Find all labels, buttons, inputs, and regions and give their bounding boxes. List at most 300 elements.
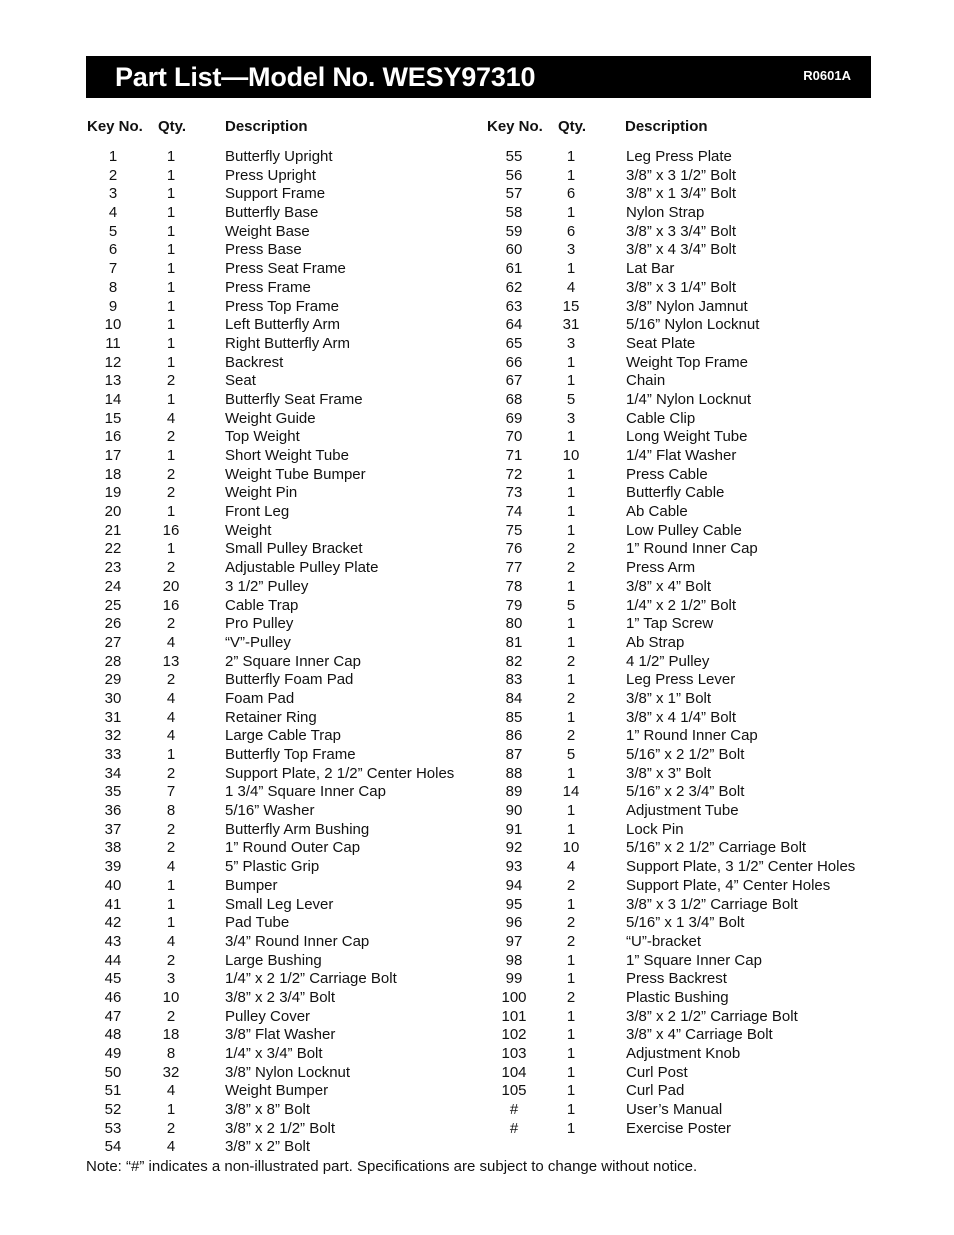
quantity: 1 <box>566 802 576 820</box>
table-row <box>0 260 954 279</box>
quantity: 13 <box>162 652 180 670</box>
part-description: Butterfly Upright <box>225 148 333 165</box>
quantity: 2 <box>166 559 176 577</box>
part-description: Curl Pad <box>626 1082 685 1100</box>
key-number: 62 <box>505 278 523 296</box>
quantity: 1 <box>566 1026 576 1044</box>
key-number: 23 <box>104 559 122 577</box>
key-number: 82 <box>505 652 523 670</box>
key-number: 99 <box>505 970 523 988</box>
quantity: 1 <box>566 166 576 184</box>
quantity: 2 <box>166 428 176 446</box>
part-description: 3/8” x 4” Carriage Bolt <box>626 1026 773 1044</box>
quantity: 1 <box>166 278 176 296</box>
quantity: 4 <box>166 708 176 726</box>
quantity: 16 <box>162 596 180 614</box>
quantity: 1 <box>166 316 176 334</box>
quantity: 2 <box>166 820 176 838</box>
part-description: Butterfly Seat Frame <box>225 390 363 408</box>
quantity: 1 <box>166 241 176 259</box>
part-description: 3/8” x 4 3/4” Bolt <box>626 241 737 259</box>
key-number: 50 <box>104 1063 122 1081</box>
part-description: Weight Pin <box>225 484 298 502</box>
key-number: 38 <box>104 839 122 857</box>
key-number: 22 <box>104 540 122 558</box>
table-row <box>0 148 954 167</box>
table-row <box>0 298 954 317</box>
table-row <box>0 185 954 204</box>
table-row <box>0 372 954 391</box>
key-number: 79 <box>505 596 523 614</box>
quantity: 5 <box>566 746 576 763</box>
quantity: 4 <box>166 633 176 651</box>
key-number: 67 <box>505 372 523 390</box>
part-description: Press Cable <box>626 465 708 483</box>
part-description: 5/16” x 2 3/4” Bolt <box>626 783 745 801</box>
part-description: Weight <box>225 521 272 539</box>
part-description: 5/16” Washer <box>225 802 315 820</box>
left-header-description: Description <box>225 118 308 135</box>
quantity: 10 <box>562 839 580 857</box>
quantity: 2 <box>566 727 576 745</box>
key-number: 28 <box>104 652 122 670</box>
part-description: Leg Press Lever <box>626 671 736 689</box>
quantity: 2 <box>566 932 576 950</box>
part-description: Weight Top Frame <box>626 353 748 371</box>
key-number: 24 <box>104 577 122 595</box>
key-number: 89 <box>505 783 523 801</box>
key-number: 96 <box>505 914 523 932</box>
part-description: 1” Tap Screw <box>626 615 714 633</box>
quantity: 1 <box>566 1082 576 1100</box>
key-number: 98 <box>505 951 523 969</box>
quantity: 14 <box>562 783 580 801</box>
quantity: 1 <box>166 166 176 184</box>
part-description: Cable Trap <box>225 596 299 614</box>
quantity: 1 <box>566 1101 576 1119</box>
part-description: Press Base <box>225 241 302 259</box>
quantity: 1 <box>166 746 176 763</box>
table-row <box>0 615 954 634</box>
part-description: 3/4” Round Inner Cap <box>225 932 370 950</box>
key-number: 15 <box>104 409 122 427</box>
part-description: Leg Press Plate <box>626 148 732 165</box>
table-row <box>0 933 954 952</box>
key-number: 93 <box>505 858 523 876</box>
part-description: 3/8” x 3 1/4” Bolt <box>626 278 737 296</box>
table-row <box>0 970 954 989</box>
part-description: 3/8” x 2 1/2” Bolt <box>225 1119 336 1137</box>
quantity: 1 <box>566 895 576 913</box>
key-number: 46 <box>104 988 122 1006</box>
key-number: 33 <box>104 746 122 763</box>
key-number: 56 <box>505 166 523 184</box>
quantity: 8 <box>166 1045 176 1062</box>
part-description: 3/8” Nylon Locknut <box>225 1063 351 1081</box>
key-number: 91 <box>505 820 523 838</box>
table-row <box>0 484 954 503</box>
quantity: 1 <box>566 708 576 726</box>
key-number: 25 <box>104 596 122 614</box>
quantity: 1 <box>566 484 576 502</box>
table-row <box>0 204 954 223</box>
quantity: 1 <box>566 503 576 521</box>
quantity: 1 <box>566 633 576 651</box>
part-description: 1/4” x 2 1/2” Carriage Bolt <box>225 970 397 988</box>
quantity: 2 <box>166 484 176 502</box>
key-number: 66 <box>505 353 523 371</box>
table-row <box>0 877 954 896</box>
quantity: 32 <box>162 1063 180 1081</box>
key-number: 54 <box>104 1138 122 1156</box>
quantity: 4 <box>166 689 176 707</box>
key-number: 4 <box>108 204 118 222</box>
key-number: 16 <box>104 428 122 446</box>
quantity: 1 <box>166 185 176 203</box>
quantity: 1 <box>566 951 576 969</box>
left-header-key: Key No. <box>87 118 143 135</box>
key-number: 49 <box>104 1045 122 1062</box>
part-description: 3/8” x 8” Bolt <box>225 1101 311 1119</box>
part-description: 1/4” Nylon Locknut <box>626 390 752 408</box>
quantity: 1 <box>566 260 576 278</box>
table-row <box>0 1101 954 1120</box>
key-number: 13 <box>104 372 122 390</box>
table-row <box>0 746 954 765</box>
part-description: 2” Square Inner Cap <box>225 652 361 670</box>
key-number: 3 <box>108 185 118 203</box>
part-description: Pad Tube <box>225 914 290 932</box>
quantity: 2 <box>166 951 176 969</box>
part-description: Long Weight Tube <box>626 428 748 446</box>
key-number: 76 <box>505 540 523 558</box>
part-description: Small Leg Lever <box>225 895 334 913</box>
key-number: 94 <box>505 876 523 894</box>
part-description: Press Arm <box>626 559 696 577</box>
part-description: Adjustment Tube <box>626 802 739 820</box>
part-description: Pulley Cover <box>225 1007 311 1025</box>
quantity: 2 <box>566 914 576 932</box>
key-number: 85 <box>505 708 523 726</box>
quantity: 5 <box>566 596 576 614</box>
quantity: 2 <box>566 540 576 558</box>
table-row <box>0 839 954 858</box>
part-description: 4 1/2” Pulley <box>626 652 710 670</box>
table-row <box>0 335 954 354</box>
key-number: 52 <box>104 1101 122 1119</box>
quantity: 3 <box>566 334 576 352</box>
key-number: 32 <box>104 727 122 745</box>
quantity: 20 <box>162 577 180 595</box>
part-description: Large Bushing <box>225 951 322 969</box>
part-description: Butterfly Base <box>225 204 319 222</box>
part-description: User’s Manual <box>626 1101 723 1119</box>
part-description: Pro Pulley <box>225 615 294 633</box>
part-description: Small Pulley Bracket <box>225 540 363 558</box>
quantity: 4 <box>166 1082 176 1100</box>
table-row <box>0 783 954 802</box>
key-number: 81 <box>505 633 523 651</box>
key-number: 6 <box>108 241 118 259</box>
key-number: 18 <box>104 465 122 483</box>
quantity: 1 <box>566 970 576 988</box>
quantity: 1 <box>566 1045 576 1062</box>
key-number: 74 <box>505 503 523 521</box>
quantity: 1 <box>166 260 176 278</box>
quantity: 3 <box>166 970 176 988</box>
part-description: Press Frame <box>225 278 311 296</box>
key-number: 104 <box>501 1063 527 1081</box>
table-row <box>0 802 954 821</box>
part-description: Lat Bar <box>626 260 675 278</box>
part-description: Bumper <box>225 876 278 894</box>
key-number: 64 <box>505 316 523 334</box>
key-number: 92 <box>505 839 523 857</box>
table-row <box>0 1008 954 1027</box>
right-header-qty: Qty. <box>558 118 587 135</box>
part-description: Support Plate, 4” Center Holes <box>626 876 831 894</box>
key-number: 88 <box>505 764 523 782</box>
part-description: Support Plate, 2 1/2” Center Holes <box>225 764 455 782</box>
key-number: 5 <box>108 222 118 240</box>
key-number: 97 <box>505 932 523 950</box>
table-row <box>0 354 954 373</box>
key-number: 11 <box>105 334 121 352</box>
part-description: Butterfly Cable <box>626 484 725 502</box>
quantity: 2 <box>166 764 176 782</box>
quantity: 7 <box>166 783 176 801</box>
key-number: 103 <box>501 1045 527 1062</box>
key-number: 84 <box>505 689 523 707</box>
quantity: 1 <box>166 914 176 932</box>
quantity: 2 <box>166 1007 176 1025</box>
table-row <box>0 914 954 933</box>
key-number: 27 <box>104 633 122 651</box>
part-description: Chain <box>626 372 666 390</box>
part-description: 3/8” x 1 3/4” Bolt <box>626 185 737 203</box>
part-description: 1” Round Inner Cap <box>626 540 758 558</box>
key-number: 26 <box>104 615 122 633</box>
quantity: 16 <box>162 521 180 539</box>
part-description: Right Butterfly Arm <box>225 334 351 352</box>
quantity: 1 <box>566 204 576 222</box>
part-description: Curl Post <box>626 1063 688 1081</box>
key-number: 7 <box>108 260 118 278</box>
quantity: 10 <box>562 447 580 464</box>
key-number: 100 <box>501 988 527 1006</box>
part-description: 3/8” x 4” Bolt <box>626 577 712 595</box>
quantity: 1 <box>566 764 576 782</box>
part-description: 3/8” x 1” Bolt <box>626 689 712 707</box>
key-number: 73 <box>505 484 523 502</box>
key-number: 48 <box>104 1026 122 1044</box>
document-code: R0601A <box>803 68 851 83</box>
key-number: 61 <box>505 260 523 278</box>
quantity: 3 <box>566 409 576 427</box>
quantity: 4 <box>566 278 576 296</box>
right-header-description: Description <box>625 118 708 135</box>
right-header-key: Key No. <box>487 118 543 135</box>
table-row <box>0 690 954 709</box>
part-description: Nylon Strap <box>626 204 705 222</box>
key-number: 19 <box>104 484 122 502</box>
part-description: Low Pulley Cable <box>626 521 742 539</box>
quantity: 1 <box>566 1063 576 1081</box>
table-row <box>0 671 954 690</box>
part-description: 3/8” x 2” Bolt <box>225 1138 311 1156</box>
quantity: 4 <box>566 858 576 876</box>
table-row <box>0 241 954 260</box>
part-description: Seat Plate <box>626 334 696 352</box>
key-number: 80 <box>505 615 523 633</box>
quantity: 1 <box>566 1119 576 1137</box>
table-row <box>0 1045 954 1064</box>
key-number: 20 <box>104 503 122 521</box>
quantity: 2 <box>166 465 176 483</box>
quantity: 1 <box>166 353 176 371</box>
quantity: 1 <box>566 428 576 446</box>
quantity: 3 <box>566 241 576 259</box>
table-row <box>0 503 954 522</box>
quantity: 1 <box>166 503 176 521</box>
key-number: 31 <box>104 708 122 726</box>
quantity: 1 <box>166 390 176 408</box>
key-number: 37 <box>104 820 122 838</box>
table-row <box>0 223 954 242</box>
part-description: Retainer Ring <box>225 708 317 726</box>
key-number: 35 <box>104 783 122 801</box>
part-description: Backrest <box>225 353 284 371</box>
key-number: # <box>509 1119 519 1137</box>
part-description: 1/4” x 3/4” Bolt <box>225 1045 323 1062</box>
part-description: Press Top Frame <box>225 297 339 315</box>
part-description: 3/8” x 2 1/2” Carriage Bolt <box>626 1007 798 1025</box>
quantity: 10 <box>162 988 180 1006</box>
key-number: 87 <box>505 746 523 763</box>
quantity: 1 <box>566 615 576 633</box>
part-description: 3 1/2” Pulley <box>225 577 309 595</box>
part-description: 3/8” x 3 1/2” Bolt <box>626 166 737 184</box>
quantity: 1 <box>166 204 176 222</box>
quantity: 1 <box>166 447 176 464</box>
part-description: 3/8” Flat Washer <box>225 1026 336 1044</box>
quantity: 1 <box>166 334 176 352</box>
table-row <box>0 1064 954 1083</box>
key-number: 58 <box>505 204 523 222</box>
part-description: 5/16” x 2 1/2” Bolt <box>626 746 745 763</box>
part-description: Foam Pad <box>225 689 295 707</box>
quantity: 2 <box>166 839 176 857</box>
part-description: “U”-bracket <box>626 932 702 950</box>
quantity: 4 <box>166 1138 176 1156</box>
key-number: 78 <box>505 577 523 595</box>
key-number: 95 <box>505 895 523 913</box>
key-number: 43 <box>104 932 122 950</box>
quantity: 15 <box>562 297 580 315</box>
part-description: Press Upright <box>225 166 316 184</box>
table-row <box>0 653 954 672</box>
key-number: 30 <box>104 689 122 707</box>
key-number: 105 <box>501 1082 527 1100</box>
quantity: 1 <box>566 372 576 390</box>
part-description: Large Cable Trap <box>225 727 341 745</box>
key-number: 36 <box>104 802 122 820</box>
quantity: 1 <box>566 465 576 483</box>
part-description: Weight Bumper <box>225 1082 329 1100</box>
part-description: Top Weight <box>225 428 300 446</box>
table-row <box>0 634 954 653</box>
table-row <box>0 559 954 578</box>
part-description: Press Seat Frame <box>225 260 346 278</box>
part-description: Exercise Poster <box>626 1119 732 1137</box>
key-number: 57 <box>505 185 523 203</box>
quantity: 2 <box>166 1119 176 1137</box>
key-number: 2 <box>108 166 118 184</box>
part-description: “V”-Pulley <box>225 633 291 651</box>
part-description: Cable Clip <box>626 409 696 427</box>
key-number: 70 <box>505 428 523 446</box>
part-description: 3/8” Nylon Jamnut <box>626 297 748 315</box>
quantity: 1 <box>166 148 176 165</box>
table-row <box>0 709 954 728</box>
table-row <box>0 428 954 447</box>
key-number: 69 <box>505 409 523 427</box>
key-number: 10 <box>104 316 122 334</box>
quantity: 1 <box>566 521 576 539</box>
table-row <box>0 1138 954 1157</box>
part-description: 5/16” Nylon Locknut <box>626 316 760 334</box>
part-description: Weight Tube Bumper <box>225 465 366 483</box>
part-description: Support Plate, 3 1/2” Center Holes <box>626 858 856 876</box>
quantity: 1 <box>166 876 176 894</box>
table-row <box>0 1120 954 1139</box>
table-row <box>0 578 954 597</box>
key-number: 55 <box>505 148 523 165</box>
part-description: 5/16” x 2 1/2” Carriage Bolt <box>626 839 807 857</box>
key-number: 51 <box>104 1082 122 1100</box>
table-row <box>0 447 954 466</box>
part-description: 1/4” Flat Washer <box>626 447 737 464</box>
table-row <box>0 858 954 877</box>
quantity: 1 <box>566 353 576 371</box>
quantity: 5 <box>566 390 576 408</box>
part-description: 1/4” x 2 1/2” Bolt <box>626 596 737 614</box>
part-description: Ab Strap <box>626 633 685 651</box>
quantity: 4 <box>166 932 176 950</box>
quantity: 18 <box>162 1026 180 1044</box>
key-number: 14 <box>104 390 122 408</box>
quantity: 6 <box>566 185 576 203</box>
table-row <box>0 597 954 616</box>
quantity: 1 <box>166 540 176 558</box>
key-number: 1 <box>108 148 118 165</box>
table-row <box>0 316 954 335</box>
quantity: 1 <box>566 671 576 689</box>
part-description: Butterfly Top Frame <box>225 746 356 763</box>
part-description: Weight Base <box>225 222 310 240</box>
part-description: 3/8” x 3 1/2” Carriage Bolt <box>626 895 798 913</box>
key-number: 34 <box>104 764 122 782</box>
part-description: Butterfly Arm Bushing <box>225 820 370 838</box>
part-description: Front Leg <box>225 503 290 521</box>
table-row <box>0 765 954 784</box>
footnote: Note: “#” indicates a non-illustrated part. Specifications are subject to change without notice. <box>86 1158 698 1175</box>
key-number: 9 <box>108 297 118 315</box>
key-number: 102 <box>501 1026 527 1044</box>
table-row <box>0 952 954 971</box>
quantity: 4 <box>166 858 176 876</box>
table-row <box>0 391 954 410</box>
